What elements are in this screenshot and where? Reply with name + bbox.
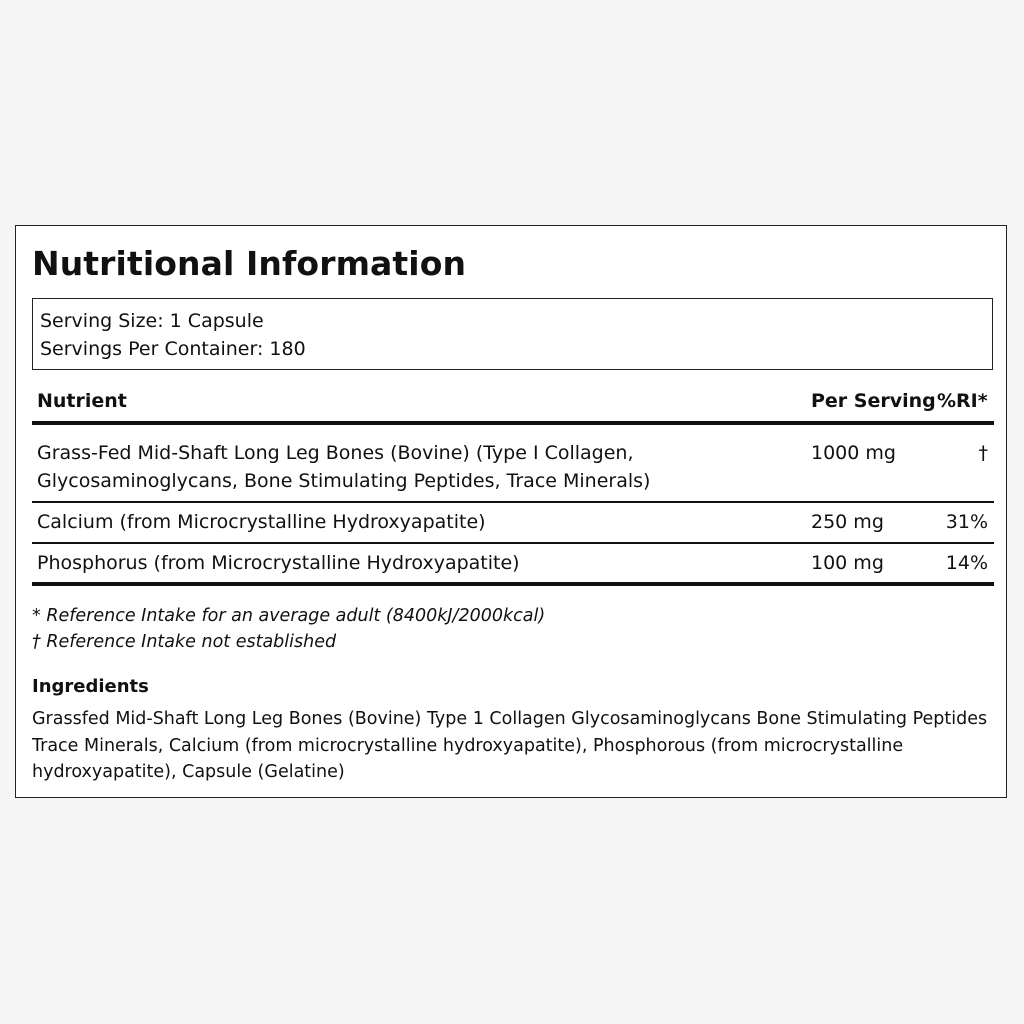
- serving-info-box: [32, 298, 993, 370]
- nutrient-name: Phosphorus (from Microcrystalline Hydroxyapatite): [37, 552, 520, 574]
- ingredients-heading: Ingredients: [32, 676, 149, 697]
- ingredients-text: Grassfed Mid-Shaft Long Leg Bones (Bovine) Type 1 Collagen Glycosaminoglycans Bone Stimulating Peptides Trace Minerals, Calcium (from microcrystalline hydroxyapatite), Phosphorous (from microcrystalline hydroxyapatite), Capsule (Gelatine): [32, 709, 988, 782]
- nutrient-name-line2: Glycosaminoglycans, Bone Stimulating Peptides, Trace Minerals): [37, 470, 651, 492]
- row-divider: [32, 501, 994, 503]
- column-header-ri: %RI*: [937, 390, 988, 412]
- label-title: Nutritional Information: [32, 244, 467, 283]
- serving-size: Serving Size: 1 Capsule: [40, 310, 264, 332]
- ri-value: †: [978, 442, 988, 464]
- ri-value: 14%: [945, 552, 988, 574]
- nutrition-label-panel: [15, 225, 1007, 798]
- footnote-reference-intake: * Reference Intake for an average adult (8400kJ/2000kcal): [32, 606, 546, 626]
- per-serving-value: 100 mg: [811, 552, 884, 574]
- nutrient-name: Calcium (from Microcrystalline Hydroxyapatite): [37, 511, 486, 533]
- table-bottom-rule: [32, 582, 994, 586]
- per-serving-value: 1000 mg: [811, 442, 896, 464]
- footnote-not-established: † Reference Intake not established: [32, 632, 337, 652]
- servings-per-container: Servings Per Container: 180: [40, 338, 306, 360]
- column-header-per-serving: Per Serving: [811, 390, 936, 412]
- nutrient-name-line1: Grass-Fed Mid-Shaft Long Leg Bones (Bovine) (Type I Collagen,: [37, 442, 634, 464]
- header-rule: [32, 421, 994, 425]
- row-divider: [32, 542, 994, 544]
- per-serving-value: 250 mg: [811, 511, 884, 533]
- column-header-nutrient: Nutrient: [37, 390, 127, 412]
- ri-value: 31%: [945, 511, 988, 533]
